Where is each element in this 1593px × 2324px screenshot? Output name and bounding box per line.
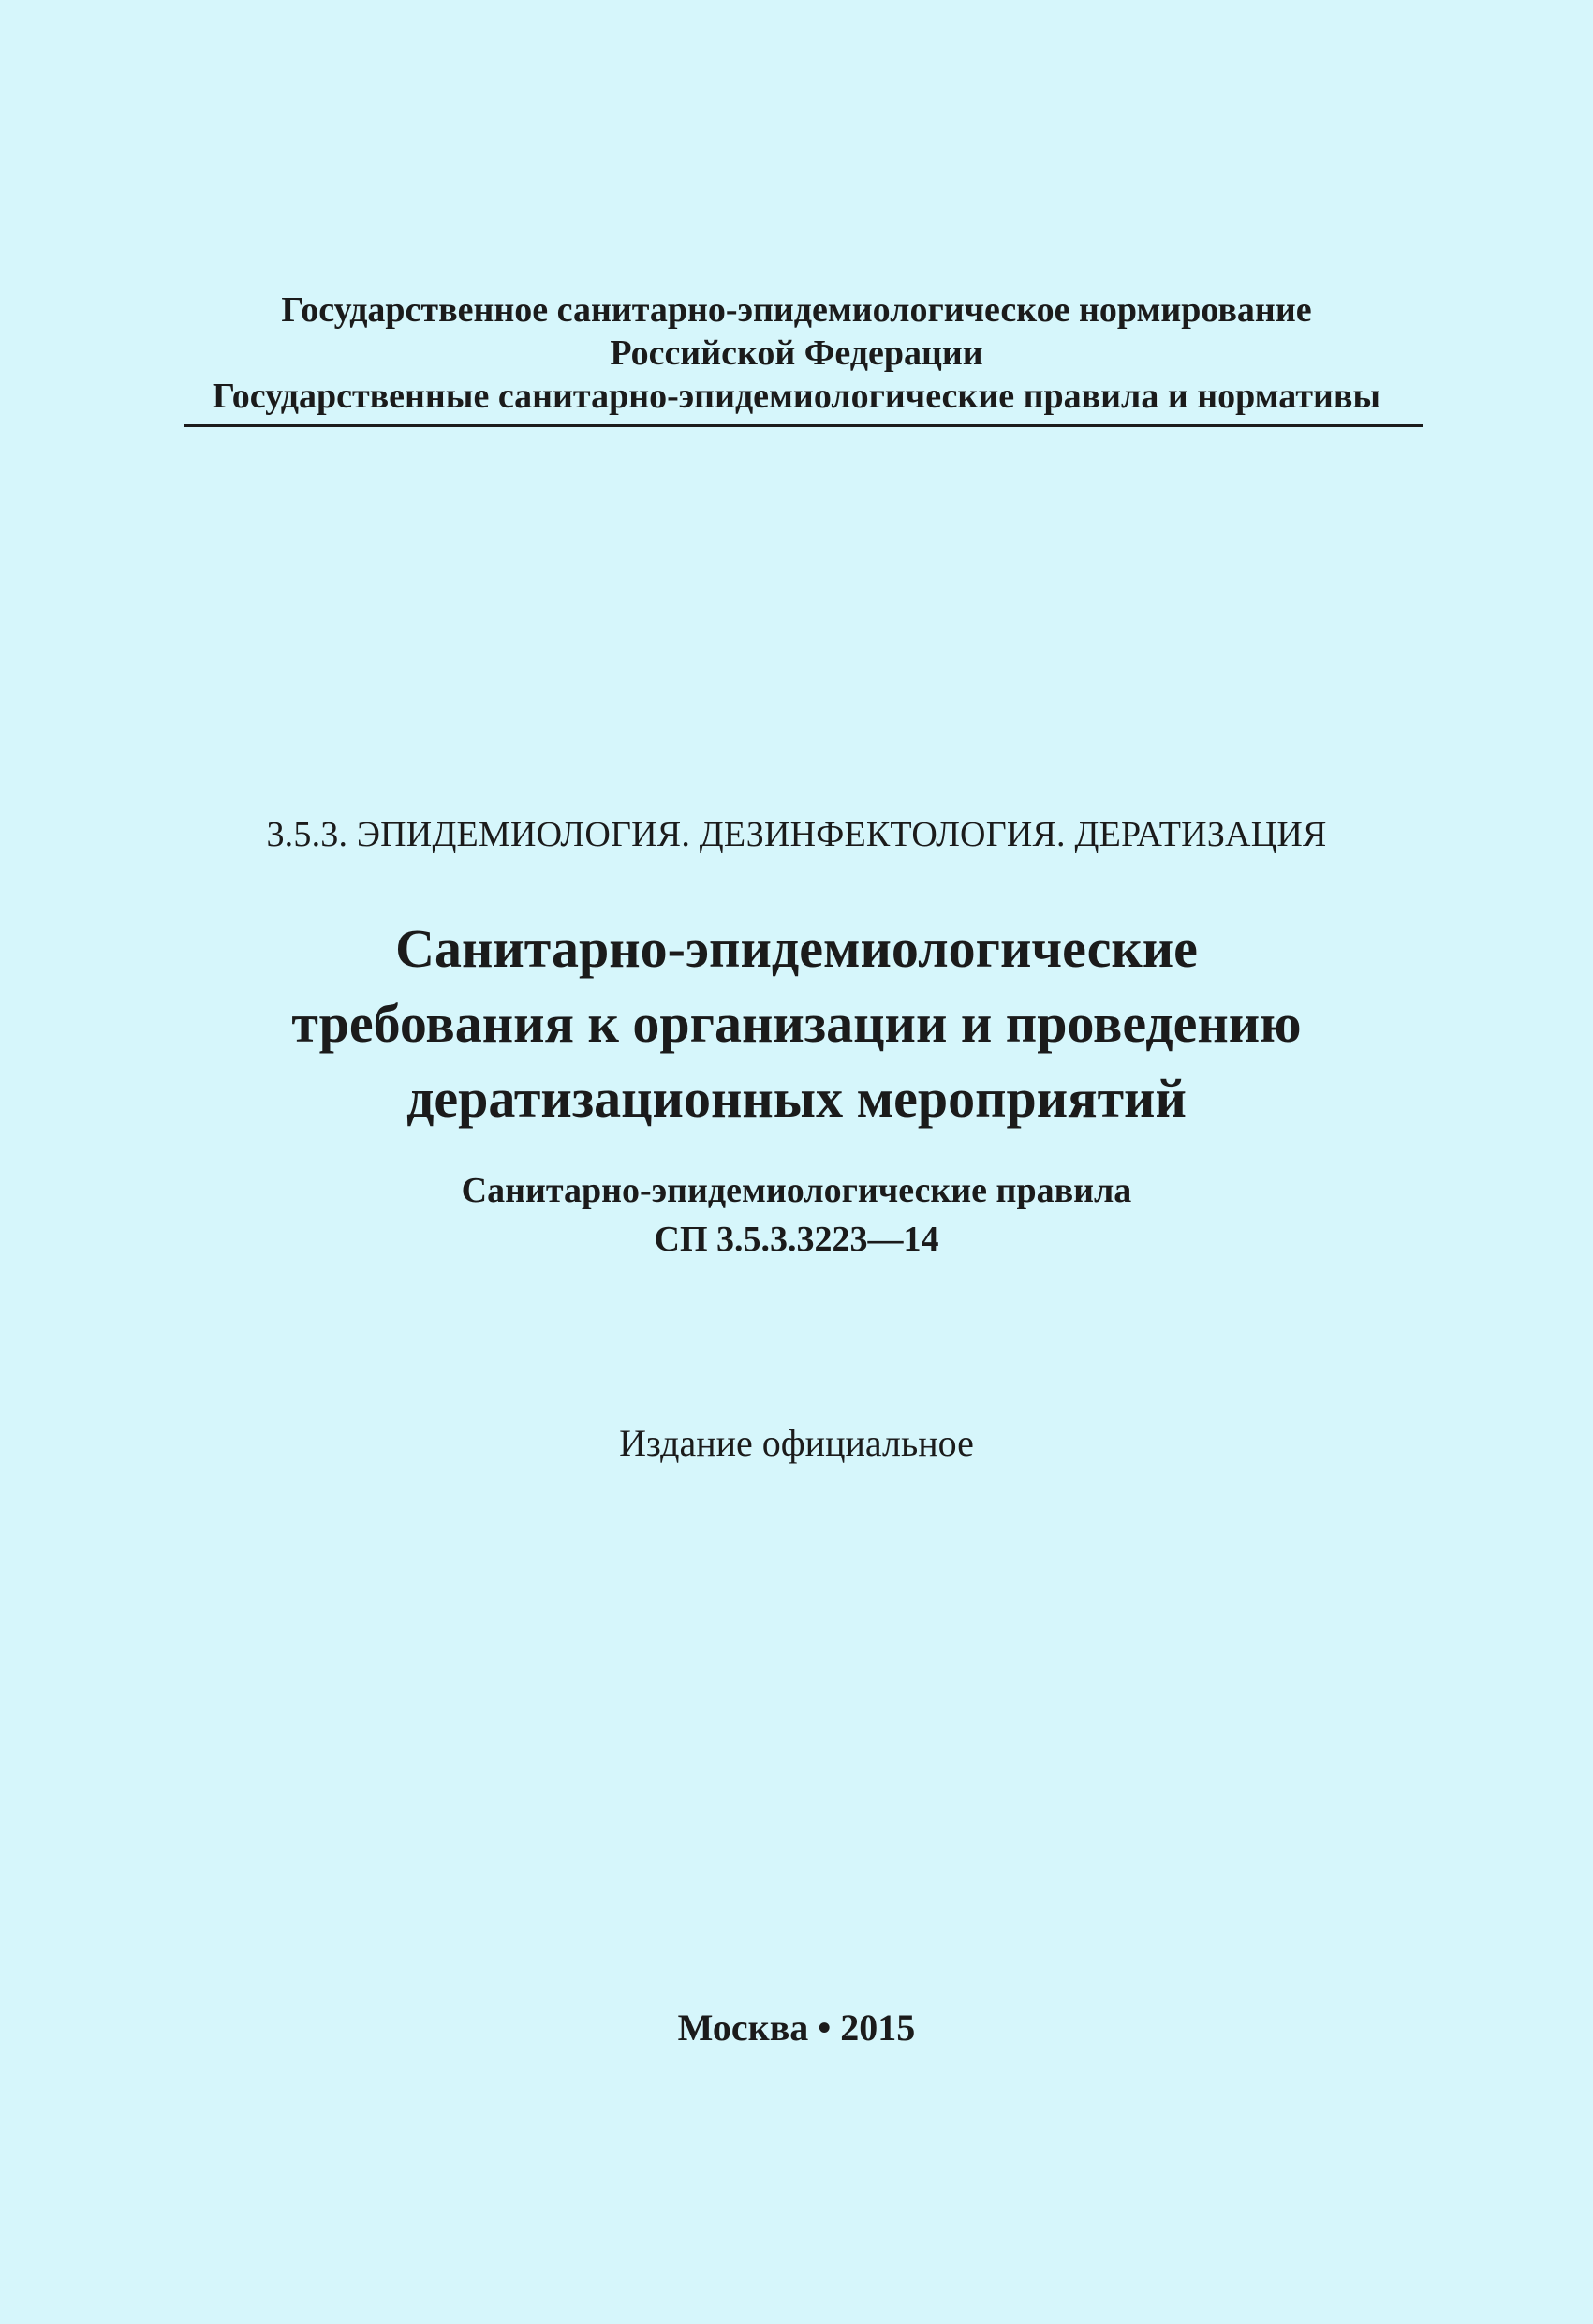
header-divider bbox=[184, 424, 1423, 427]
title-line-1: Санитарно-эпидемиологические bbox=[395, 918, 1198, 979]
title-line-2: требования к организации и проведению bbox=[291, 993, 1302, 1054]
subtitle-line-1: Санитарно-эпидемиологические правила bbox=[461, 1171, 1132, 1210]
header-line-1: Государственное санитарно-эпидемиологическое нормирование bbox=[281, 290, 1312, 330]
document-title bbox=[0, 911, 1593, 1136]
edition-label: Издание официальное bbox=[619, 1422, 974, 1464]
subtitle-line-2: СП 3.5.3.3223—14 bbox=[654, 1220, 939, 1259]
header-block bbox=[0, 289, 1593, 418]
document-subtitle bbox=[0, 1166, 1593, 1264]
title-line-3: дератизационных мероприятий bbox=[406, 1068, 1187, 1129]
category-heading: 3.5.3. ЭПИДЕМИОЛОГИЯ. ДЕЗИНФЕКТОЛОГИЯ. ДЕРАТИЗАЦИЯ bbox=[266, 815, 1327, 854]
publication-place-year: Москва • 2015 bbox=[677, 2006, 916, 2049]
header-line-2: Российской Федерации bbox=[610, 333, 983, 373]
header-line-3: Государственные санитарно-эпидемиологические правила и нормативы bbox=[212, 377, 1381, 416]
